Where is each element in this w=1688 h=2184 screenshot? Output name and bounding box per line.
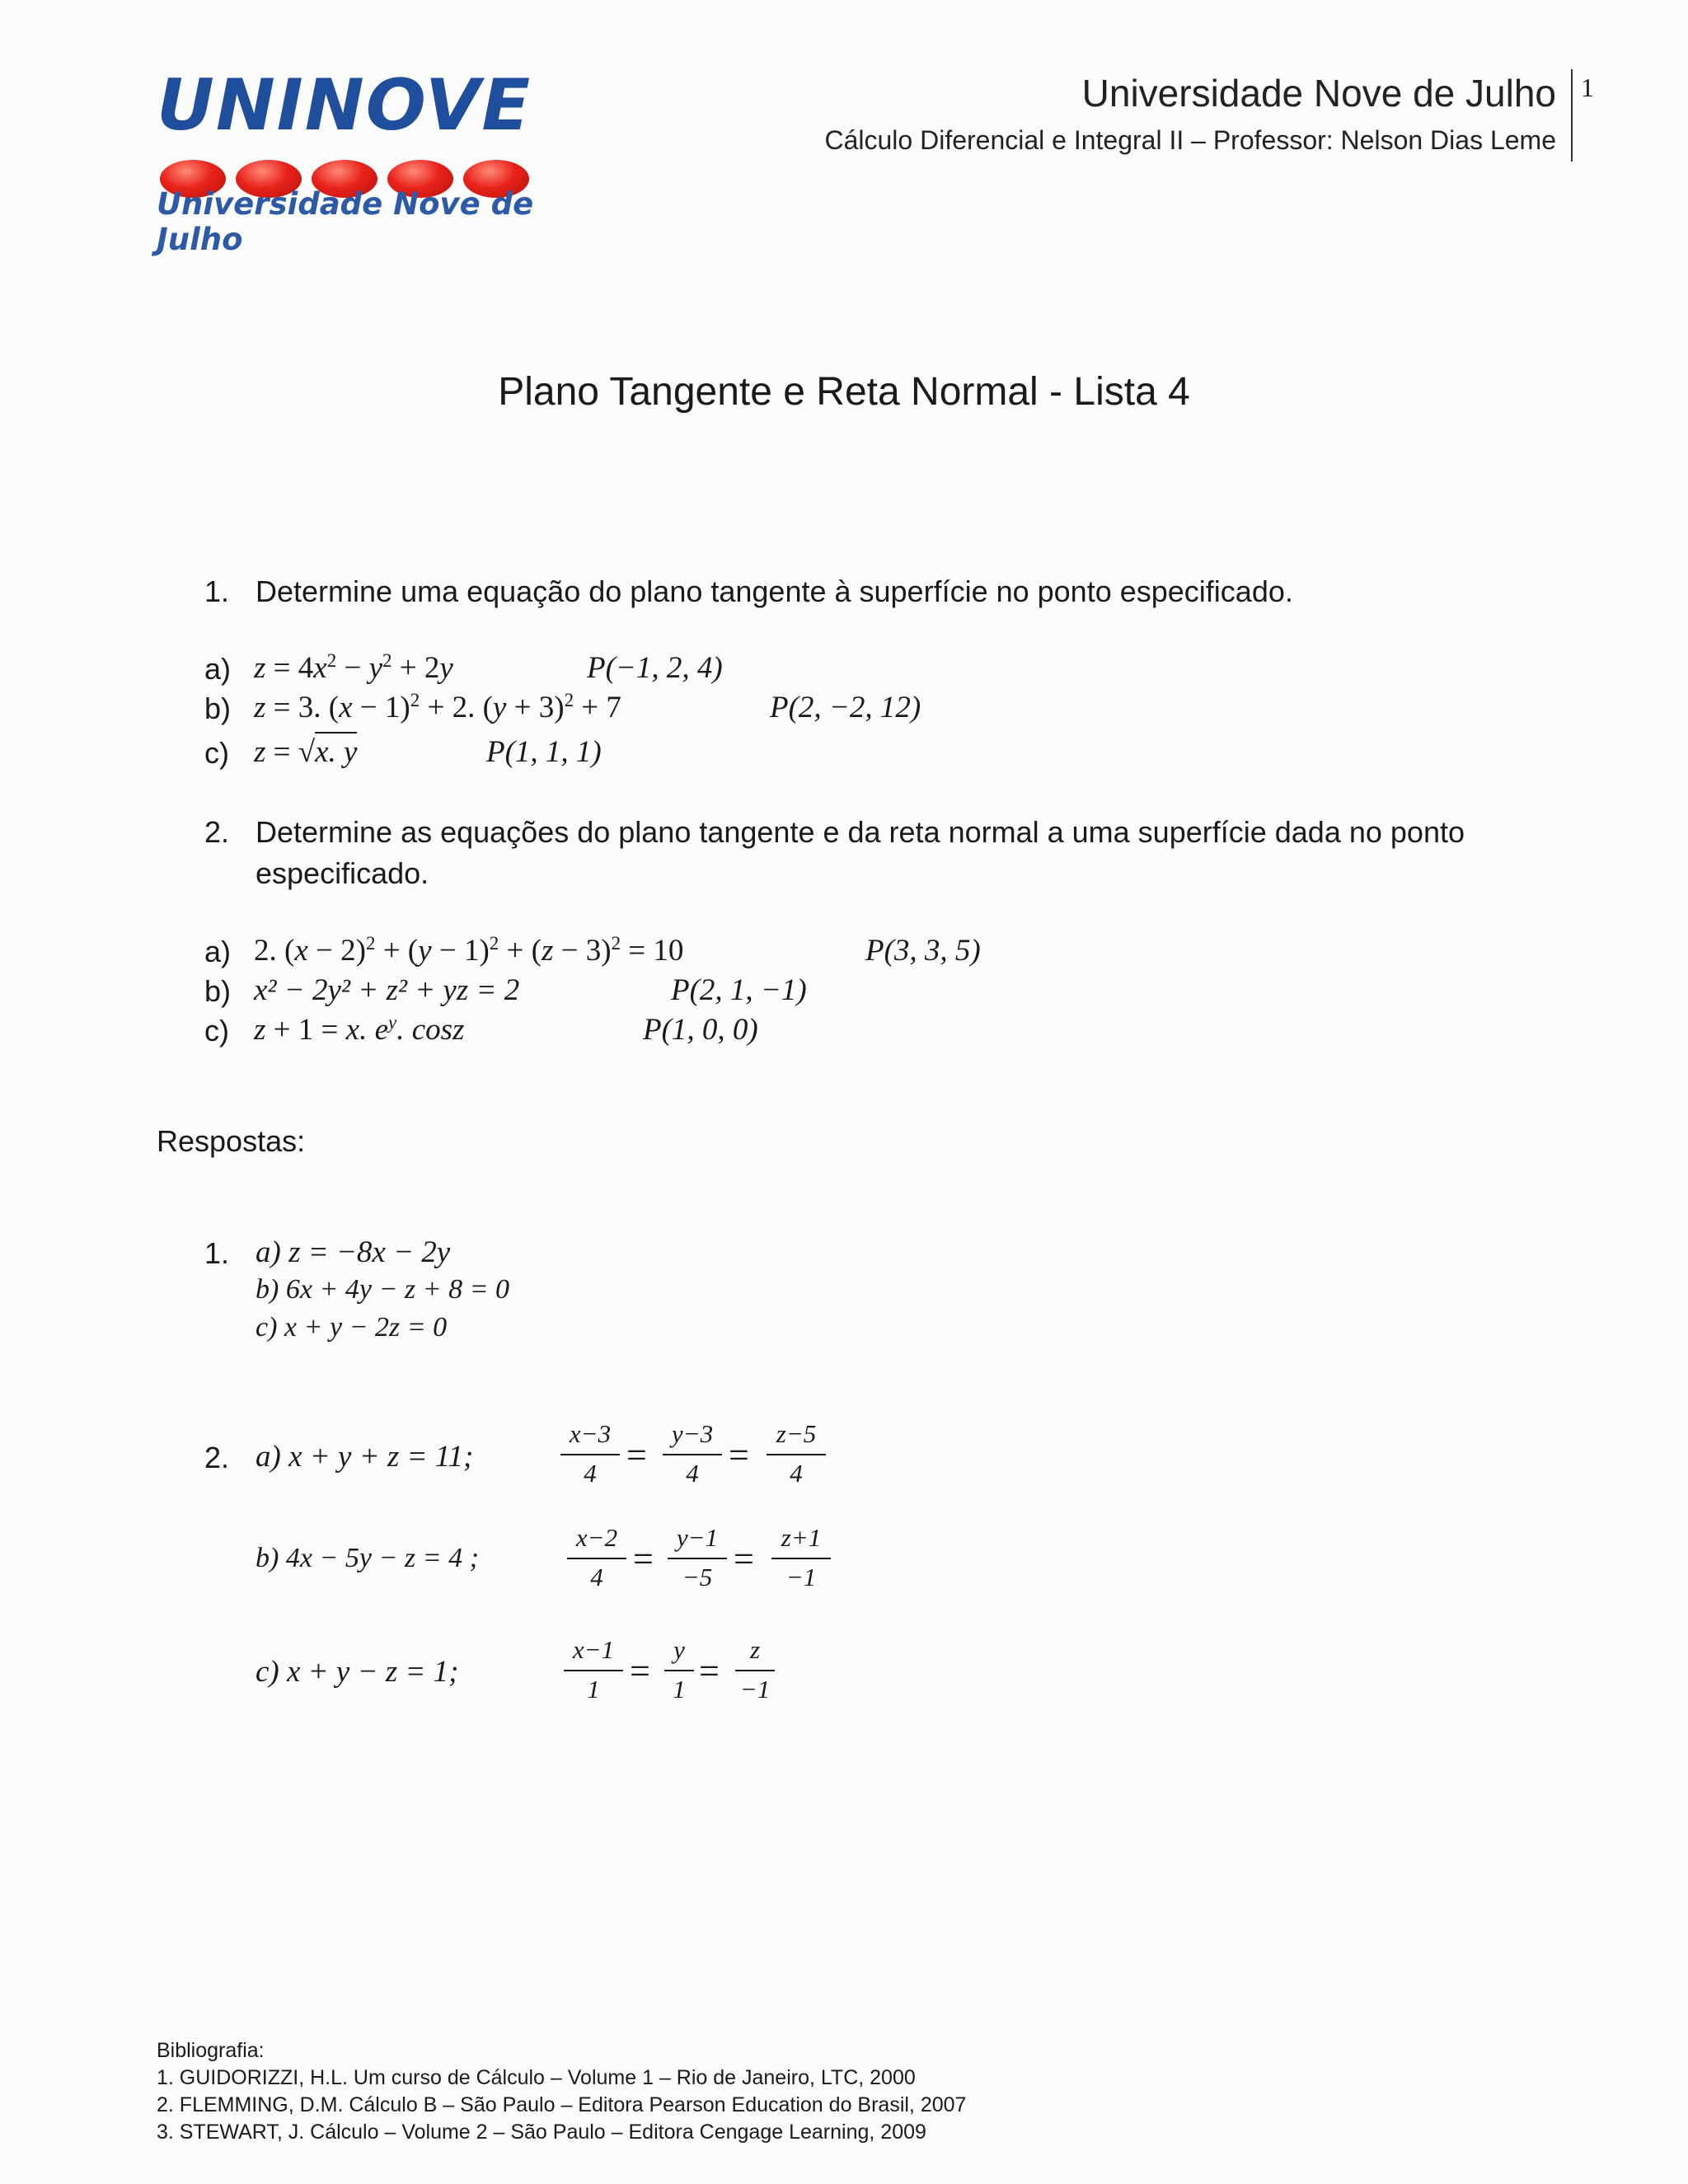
q2c-point: P(1, 0, 0) [643,1013,758,1047]
q2-text-line2: especificado. [256,856,429,890]
a2c-plane: c) x + y − z = 1; [256,1655,459,1689]
a1-number: 1. [204,1236,230,1270]
q2a-label: a) [204,935,232,968]
q2a-point: P(3, 3, 5) [865,934,981,968]
uninove-logo [157,64,544,257]
a2a-frac-y: y−3 4 [663,1419,722,1488]
q1-text: Determine uma equação do plano tangente à superfície no ponto especificado. [256,574,1293,608]
bibliography-item: 3. STEWART, J. Cálculo – Volume 2 – São Paulo – Editora Cengage Learning, 2009 [157,2121,926,2144]
a2b-frac-x: x−2 4 [567,1523,626,1592]
q2-text-line1: Determine as equações do plano tangente e da reta normal a uma superfície dada no ponto [256,815,1465,849]
q1-number: 1. [204,574,230,608]
q2c-equation: z + 1 = x. $e^y$. cosz [254,1012,465,1047]
a2c-frac-y: y 1 [664,1635,694,1704]
q1a-point: P(−1, 2, 4) [587,651,723,685]
q2b-equation: x² − 2y² + z² + yz = 2 [254,973,520,1007]
a1c-answer: c) x + y − 2z = 0 [256,1312,448,1343]
a2-number: 2. [204,1441,230,1474]
bibliography-item: 1. GUIDORIZZI, H.L. Um curso de Cálculo – Volume 1 – Rio de Janeiro, LTC, 2000 [157,2066,916,2089]
q1b-point: P(2, −2, 12) [770,691,921,724]
q1a-equation: $z = 4x^2 - y^2 + 2y$ [254,650,453,685]
q2a-equation: 2. $(x - 2)^2 + (y - 1)^2 + (z - 3)^2 = 10$ [254,933,684,968]
q2b-point: P(2, 1, −1) [671,973,807,1007]
q1b-equation: z = 3. $(x - 1)^2 + 2$. $(y + 3)^2 + 7$ [254,690,621,724]
a2a-frac-z: z−5 4 [767,1419,826,1488]
q1b-label: b) [204,691,232,725]
q2c-label: c) [204,1014,229,1047]
q1c-point: P(1, 1, 1) [486,735,602,769]
a2b-frac-y: y−1 −5 [668,1523,727,1592]
header-subtitle: Cálculo Diferencial e Integral II – Professor: Nelson Dias Leme [824,125,1556,155]
answers-heading: Respostas: [157,1124,306,1158]
a1a-answer: a) z = −8x − 2y [256,1235,451,1269]
q2b-label: b) [204,974,232,1008]
header-title: Universidade Nove de Julho [1081,72,1556,115]
a1b-answer: b) 6x + 4y − z + 8 = 0 [256,1274,510,1305]
logo-subtitle: Universidade Nove de Julho [157,186,534,257]
a2a-frac-x: x−3 4 [560,1419,620,1488]
a2b-frac-z: z+1 −1 [771,1523,831,1592]
a2b-plane: b) 4x − 5y − z = 4 ; [256,1543,479,1573]
q2-number: 2. [204,815,230,849]
q1c-label: c) [204,736,229,770]
page-number: 1 [1581,73,1594,102]
q1a-label: a) [204,652,232,686]
logo-wordmark: UNINOVE [157,64,532,147]
bibliography-heading: Bibliografia: [157,2039,265,2062]
a2a-plane: a) x + y + z = 11; [256,1440,474,1474]
a2c-frac-x: x−1 1 [564,1635,623,1704]
a2c-frac-z: z −1 [735,1635,775,1704]
header-divider [1571,69,1573,162]
bibliography-item: 2. FLEMMING, D.M. Cálculo B – São Paulo – Editora Pearson Education do Brasil, 2007 [157,2093,967,2116]
page-title: Plano Tangente e Reta Normal - Lista 4 [498,370,1190,414]
q1c-equation: z = √x. y [254,734,357,770]
